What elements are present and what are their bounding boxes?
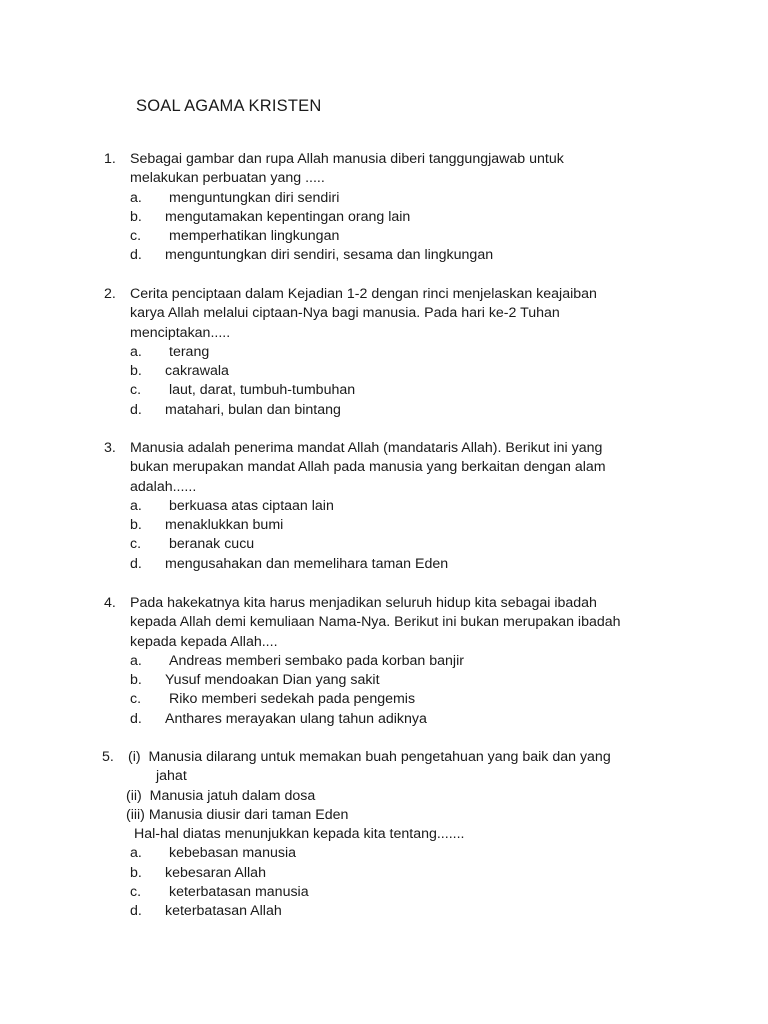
question-number: 1.	[104, 151, 116, 167]
stem-line: kepada Allah demi kemuliaan Nama-Nya. Berikut ini bukan merupakan ibadah	[130, 614, 621, 631]
option-b[interactable]: b. menaklukkan bumi	[130, 517, 284, 534]
option-c[interactable]: c. keterbatasan manusia	[130, 884, 309, 901]
question-3	[104, 439, 676, 574]
option-a[interactable]: a. kebebasan manusia	[130, 845, 296, 862]
option-c[interactable]: c. laut, darat, tumbuh-tumbuhan	[130, 382, 356, 399]
stem-line: Pada hakekatnya kita harus menjadikan seluruh hidup kita sebagai ibadah	[130, 595, 597, 611]
document-title: SOAL AGAMA KRISTEN	[136, 97, 322, 115]
stem-line: bukan merupakan mandat Allah pada manusia yang berkaitan dengan alam	[130, 459, 606, 476]
question-4	[104, 594, 676, 729]
statement-i: (i) Manusia dilarang untuk memakan buah pengetahuan yang baik dan yang	[128, 749, 611, 765]
question-number: 2.	[104, 286, 116, 302]
option-a[interactable]: a. menguntungkan diri sendiri	[130, 189, 340, 206]
stem-line: Manusia adalah penerima mandat Allah (mandataris Allah). Berikut ini yang	[130, 440, 603, 456]
option-a[interactable]: a. Andreas memberi sembako pada korban banjir	[130, 652, 464, 669]
option-d[interactable]: d. mengusahakan dan memelihara taman Eden	[130, 555, 449, 572]
question-2	[104, 285, 676, 420]
option-c[interactable]: c. memperhatikan lingkungan	[130, 228, 340, 245]
option-b[interactable]: b. Yusuf mendoakan Dian yang sakit	[130, 672, 380, 689]
question-1	[104, 150, 676, 266]
stem-line: Cerita penciptaan dalam Kejadian 1-2 dengan rinci menjelaskan keajaiban	[130, 286, 597, 302]
option-c[interactable]: c. beranak cucu	[130, 536, 255, 553]
question-stem	[104, 594, 676, 652]
option-b[interactable]: b. kebesaran Allah	[130, 864, 266, 881]
stem-line: melakukan perbuatan yang .....	[130, 170, 325, 187]
question-stem	[104, 439, 676, 497]
statement-ii: (ii) Manusia jatuh dalam dosa	[126, 787, 316, 804]
stem-line: menciptakan.....	[130, 324, 231, 341]
option-b[interactable]: b. cakrawala	[130, 363, 229, 380]
option-d[interactable]: d. matahari, bulan dan bintang	[130, 401, 341, 418]
option-a[interactable]: a. berkuasa atas ciptaan lain	[130, 497, 334, 514]
stem-line: Sebagai gambar dan rupa Allah manusia diberi tanggungjawab untuk	[130, 151, 564, 167]
option-b[interactable]: b. mengutamakan kepentingan orang lain	[130, 208, 411, 225]
option-d[interactable]: d. Anthares merayakan ulang tahun adiknya	[130, 710, 427, 727]
question-prompt: Hal-hal diatas menunjukkan kepada kita tentang.......	[134, 826, 465, 843]
question-number: 4.	[104, 595, 116, 611]
option-d[interactable]: d. keterbatasan Allah	[130, 903, 282, 920]
question-number: 5.	[102, 749, 114, 765]
question-number: 3.	[104, 440, 116, 456]
question-5	[102, 748, 674, 922]
stem-line: adalah......	[130, 478, 197, 495]
option-c[interactable]: c. Riko memberi sedekah pada pengemis	[130, 691, 416, 708]
question-stem	[104, 150, 676, 189]
option-a[interactable]: a. terang	[130, 343, 210, 360]
option-d[interactable]: d. menguntungkan diri sendiri, sesama dan lingkungan	[130, 247, 494, 264]
stem-line: kepada kepada Allah....	[130, 633, 278, 650]
statement-iii: (iii) Manusia diusir dari taman Eden	[126, 806, 349, 823]
question-stem	[104, 285, 676, 343]
statement-i-continuation: jahat	[156, 768, 187, 785]
question-statements	[102, 748, 674, 787]
stem-line: karya Allah melalui ciptaan-Nya bagi manusia. Pada hari ke-2 Tuhan	[130, 305, 560, 322]
